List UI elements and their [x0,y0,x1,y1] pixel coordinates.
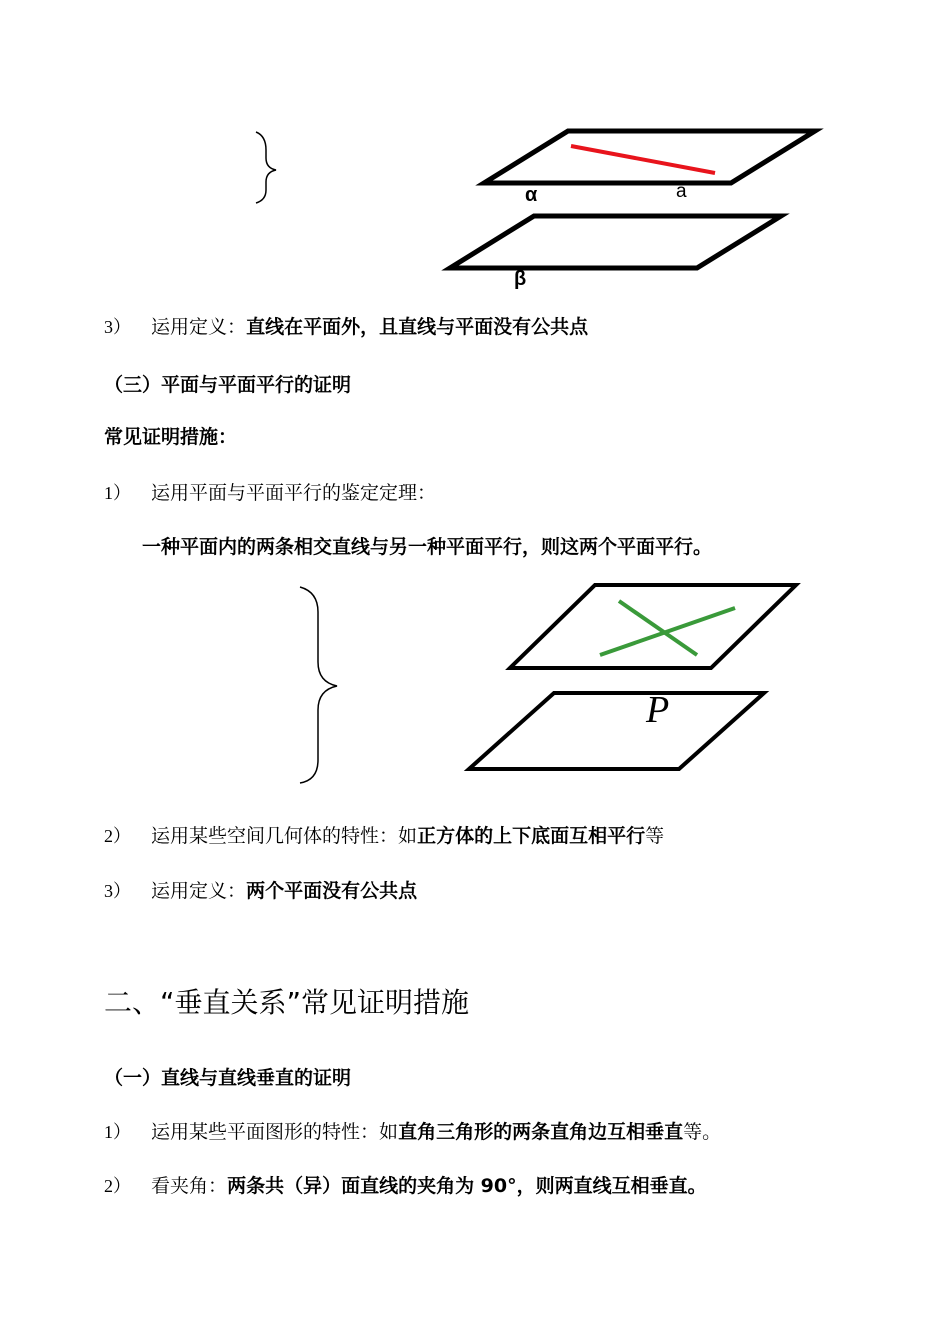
item-number: 1） [104,1122,131,1142]
section-heading-plane-plane-parallel: （三）平面与平面平行的证明 [104,374,352,396]
perp-method-item-2 [104,1174,707,1198]
line-a-label: a [676,181,687,202]
item-suffix: 等 [645,825,665,847]
item-prefix: 看夹角： [151,1175,228,1197]
item-bold-text: 直线在平面外，且直线与平面没有公共点 [246,316,589,338]
brace-1 [256,132,276,203]
beta-label: β [514,268,527,290]
method-item-1 [104,481,436,505]
item-number: 3） [104,317,131,337]
item-text: 运用平面与平面平行的鉴定定理： [151,482,437,504]
section-heading-line-line-perpendicular: （一）直线与直线垂直的证明 [104,1067,352,1089]
methods-title: 常见证明措施： [104,426,238,448]
method-item-2 [104,824,664,848]
item-prefix: 运用某些空间几何体的特性：如 [151,825,418,847]
item-number: 2） [104,826,131,846]
item-prefix: 运用定义： [151,880,247,902]
brace-2 [300,587,337,783]
item-bold-text: 直角三角形的两条直角边互相垂直 [398,1121,684,1143]
line-a [571,146,715,173]
intersecting-line-2 [600,608,735,655]
plane-alpha [484,131,815,183]
item-prefix: 运用定义： [151,316,247,338]
item-prefix: 运用某些平面图形的特性：如 [151,1121,399,1143]
item-bold-text: 两条共（异）面直线的夹角为 90°，则两直线互相垂直。 [227,1175,707,1197]
plane-lower [469,693,764,769]
item-bold-text: 两个平面没有公共点 [246,880,418,902]
perp-method-item-1 [104,1120,721,1144]
line-plane-definition-item [104,315,588,339]
item-suffix: 等。 [683,1121,722,1143]
intersecting-line-1 [619,601,697,655]
theorem-text: 一种平面内的两条相交直线与另一种平面平行，则这两个平面平行。 [142,536,713,558]
item-bold-text: 正方体的上下底面互相平行 [417,825,646,847]
item-number: 3） [104,881,131,901]
plane-beta [450,216,781,268]
item-number: 1） [104,483,131,503]
method-item-3 [104,879,417,903]
plane-p-label: P [646,689,670,731]
part-title-perpendicular: 二、“垂直关系”常见证明措施 [104,986,470,1019]
alpha-label: α [525,184,538,206]
item-number: 2） [104,1176,131,1196]
